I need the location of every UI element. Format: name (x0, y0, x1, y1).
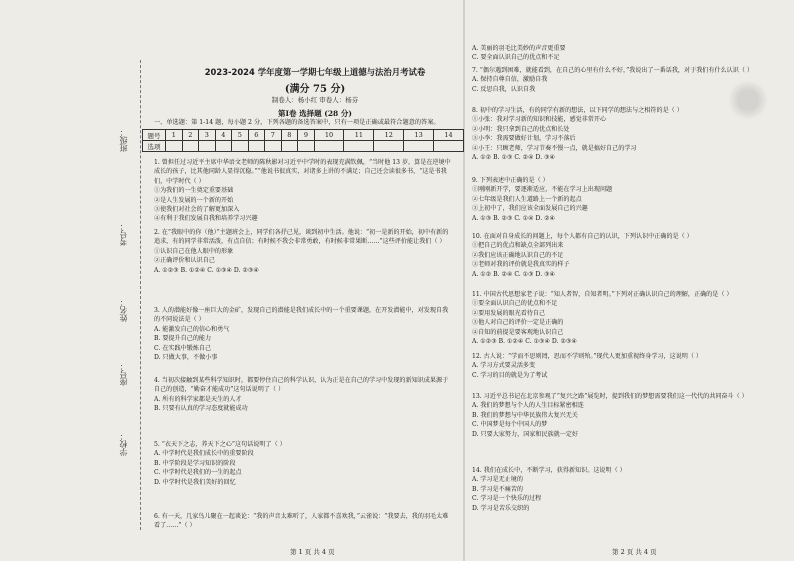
option: A. 保持自尊自信，激励自我 (472, 76, 548, 84)
answer-cell[interactable] (215, 141, 232, 152)
question-5 (154, 440, 454, 487)
q-number: 8 (281, 130, 298, 141)
q-number: 13 (404, 130, 434, 141)
exam-makers: 制卷人：杨小红 审卷人：杨芬 (271, 96, 359, 104)
option: ④小王：只顾老师，学习节奏不慢一点，就是搞好自己的学习 (472, 144, 637, 152)
q-number: 6 (248, 130, 265, 141)
q-number: 11 (344, 130, 374, 141)
page-footer-left: 第 1 页 共 4 页 (290, 548, 335, 556)
question-10 (472, 232, 788, 279)
option: D. 学习是苦乐交织的 (472, 504, 530, 512)
answer-cell[interactable] (281, 141, 298, 152)
option: D. 只要大家努力，国家和民族就一定好 (472, 430, 579, 438)
answer-choices: A. ①②③ B. ①②④ C. ①③④ D. ②③④ (472, 338, 577, 346)
question-text: 6. 有一天，几家鸟儿聚在一起谈论：“我的声音太难听了，人家都不喜欢我，”云雀说：“我要去，我的羽毛太难看了……”（ ） (154, 513, 449, 530)
option: B. 只要有认真的学习态度就能成功 (154, 405, 248, 413)
option: A. 我们的梦想与个人的人生目标紧密相连 (472, 402, 584, 410)
answer-choices: A. ①③ B. ②③ C. ①④ D. ②④ (472, 214, 556, 222)
question-text: 11. 中国古代思想家老子说：“知人者智，自知者明。”下列对正确认识自己的理解，正确的是（ ） (472, 291, 733, 298)
q-number: 3 (199, 130, 216, 141)
question-2 (154, 228, 454, 275)
option: ④有利于我们发展自我和培养学习兴趣 (154, 215, 258, 223)
question-13 (472, 392, 788, 439)
option: C. 学习是一个快乐的过程 (472, 495, 542, 503)
option: D. 只做大事，不做小事 (154, 354, 218, 362)
option: B. 我们的梦想与中华民族伟大复兴无关 (472, 411, 578, 419)
question-text: 4. 当初次接触到某些科学知识时，都要停住自己的科学认识，认为正是在自己的学习中发现的新知识成果源于自己的创造，“勤奋才能成功”这句话说明了（ ） (154, 377, 449, 394)
option: ②我们应该正确地认识自己的不足 (472, 251, 564, 259)
option: ①把自己的优点和缺点全部列出来 (472, 242, 564, 250)
answer-cell[interactable] (434, 141, 464, 152)
option: ③使我们对社会的了解更加深入 (154, 206, 240, 214)
answer-cell[interactable] (182, 141, 199, 152)
option: D. 中学时代是我们美好的回忆 (154, 478, 236, 486)
option: ②七年级是我们人生道路上一个新的起点 (472, 195, 582, 203)
answer-cell[interactable] (404, 141, 434, 152)
question-text: 2. 在“我眼中的你（他）”主题班会上，同学们各抒己见，谈到初中生活。他说：“初一是新的开始，初中有新的追求，有的同学非常活泼，有点自信；有时候不我会非常勇敢，有时候非常果断……”这些评价能让我们（ ） (154, 229, 449, 246)
option: ③上初中了，我们应该全面发展自己的兴趣 (472, 205, 588, 213)
q-number: 1 (166, 130, 183, 141)
answer-choices: A. ①②③ B. ①②④ C. ①③④ D. ②③④ (154, 266, 259, 274)
question-7 (472, 66, 788, 94)
option: C. 在实践中锻炼自己 (154, 344, 212, 352)
question-text: 9. 下列表述中正确的是（ ） (472, 177, 549, 184)
answer-table (142, 129, 464, 152)
binding-margin (0, 0, 150, 561)
question-11 (472, 290, 788, 346)
q-number: 5 (232, 130, 249, 141)
question-6-continued (472, 44, 788, 63)
q-number: 10 (314, 130, 344, 141)
row-label: 题号 (143, 130, 166, 141)
q-number: 7 (265, 130, 282, 141)
question-3 (154, 306, 454, 362)
option: C. 反思自我，认识自我 (472, 85, 536, 93)
q-number: 4 (215, 130, 232, 141)
option: C. 中国梦是每个中国人的梦 (472, 421, 548, 429)
exam-title: 2023-2024 学年度第一学期七年级上道德与法治月考试卷 (204, 67, 426, 77)
option: ③小李：我需要做好计划，学习不落后 (472, 135, 576, 143)
option: C. 要全面认识自己的优点和不足 (472, 54, 560, 62)
option: C. 中学时代是我们的一生的起点 (154, 469, 242, 477)
option: ①小张：我对学习新的知识和技能，感觉非常开心 (472, 116, 607, 124)
answer-choices: A. ①② B. ①③ C. ②④ D. ③④ (472, 154, 556, 162)
page-fold (463, 0, 465, 561)
question-text: 7. “偶尔遇到困难，就能看到，在自己的心里有什么不好，”我说出了一番话我，对于我们有什么认识（ ） (472, 67, 753, 74)
answer-row-numbers (143, 130, 464, 141)
q-number: 2 (182, 130, 199, 141)
part-heading: 第Ⅰ卷 选择题 (28 分) (278, 109, 352, 118)
option: B. 学习是不痛苦的 (472, 485, 524, 493)
exam-score: (满分 75 分) (284, 84, 346, 95)
question-text: 12. 古人说：“学而不思则罔，思而不学则殆。”现代人更加重视终身学习，这说明（ ） (472, 353, 703, 360)
answer-cell[interactable] (374, 141, 404, 152)
question-text: 5. “衣天下之志，养天下之心”这句话说明了（ ） (154, 441, 286, 448)
question-8 (472, 106, 788, 162)
q-number: 14 (434, 130, 464, 141)
option: ①认识自己在他人眼中的形象 (154, 247, 234, 255)
answer-row-choices (143, 141, 464, 152)
question-9 (472, 176, 788, 223)
option: A. 学习方式要灵活多变 (472, 362, 536, 370)
option: A. 学习是无止境的 (472, 476, 523, 484)
margin-label-exam-no: 考号： (119, 222, 128, 246)
question-text: 14. 我们在成长中，不断学习，获得新知识。这说明（ ） (472, 467, 626, 474)
q-number: 12 (374, 130, 404, 141)
answer-cell[interactable] (314, 141, 344, 152)
option: A. 中学时代是我们成长中的重要阶段 (154, 450, 254, 458)
option: ③他人对自己的评价一定是正确的 (472, 319, 564, 327)
question-14 (472, 466, 788, 513)
option: ②是人生发展的一个新的开始 (154, 196, 234, 204)
question-text: 3. 人的潜能好像一座巨大的金矿，发现自己的潜能是我们成长中的一个重要课题，在开发潜能中，对发现自我的不同说法是（ ） (154, 307, 449, 324)
option: ④自知的前提是要客观地认识自己 (472, 328, 564, 336)
answer-cell[interactable] (248, 141, 265, 152)
option: B. 中学阶段是学习知识的阶段 (154, 459, 236, 467)
row-label: 选项 (143, 141, 166, 152)
section-instructions: 一、单选题：第 1-14 题，每小题 2 分，下列各题的备选答案中，只有一项是正确或最符合题意的答案。 (154, 119, 440, 126)
question-4 (154, 376, 454, 414)
answer-cell[interactable] (166, 141, 183, 152)
option: A. 美丽的羽毛比美妙的声音更重要 (472, 45, 566, 52)
answer-cell[interactable] (344, 141, 374, 152)
option: ③老师对我的评价就是我真实的样子 (472, 261, 570, 269)
option: ②正确评价和认识自己 (154, 257, 215, 265)
margin-label-class: 班级： (119, 128, 128, 152)
question-text: 1. 曾担任过习近平主席中华语文老师的陈秋影对习近平中学时的表现充满钦佩，“当时他 13 岁，算是在逆境中成长的孩子，比其他同龄人显得沉稳。”“他说书很真实，对诸多上讲的不满足；自己还会读很多书，“这是书我们，中学时代（ ） (154, 159, 451, 185)
question-text: 13. 习近平总书记在北京参观了“复兴之路”展览时，提到我们的梦想需要我们这一代代的共同奋斗（ ） (472, 393, 748, 400)
option: A. 所有的科学家都是天生的人才 (154, 395, 242, 403)
binding-cut-line (140, 60, 141, 530)
margin-label-seat: 座号： (119, 362, 128, 386)
option: ①刚刚新开学，要逐渐适应，不能在学习上出现问题 (472, 186, 613, 194)
question-text: 8. 初中的学习生活，有的同学有新的想法，以下同学的想法与之相符的是（ ） (472, 107, 683, 114)
option: B. 要提升自己的能力 (154, 335, 212, 343)
margin-label-name: 姓名： (119, 298, 128, 322)
option: ②要用发展的眼光看待自己 (472, 309, 546, 317)
page-footer-right: 第 2 页 共 4 页 (612, 548, 657, 556)
option: ①为我们的一生奠定重要基础 (154, 187, 234, 195)
answer-cell[interactable] (298, 141, 315, 152)
option: ②小明：我只拿到自己的优点和长处 (472, 125, 570, 133)
q-number: 9 (298, 130, 315, 141)
margin-label-school: 学校： (119, 432, 128, 456)
question-6 (154, 512, 454, 531)
answer-choices: A. ①② B. ②④ C. ①③ D. ③④ (472, 270, 556, 278)
answer-cell[interactable] (232, 141, 249, 152)
option: ①要全面认识自己的优点和不足 (472, 300, 558, 308)
question-1 (154, 158, 454, 224)
question-12 (472, 352, 788, 380)
option: A. 能激发自己的信心和勇气 (154, 325, 230, 333)
option: C. 学习的目的就是为了考试 (472, 371, 548, 379)
answer-cell[interactable] (199, 141, 216, 152)
question-text: 10. 在面对自身成长的问题上，每个人都有自己的认识，下列认识中正确的是（ ） (472, 233, 693, 240)
answer-cell[interactable] (265, 141, 282, 152)
